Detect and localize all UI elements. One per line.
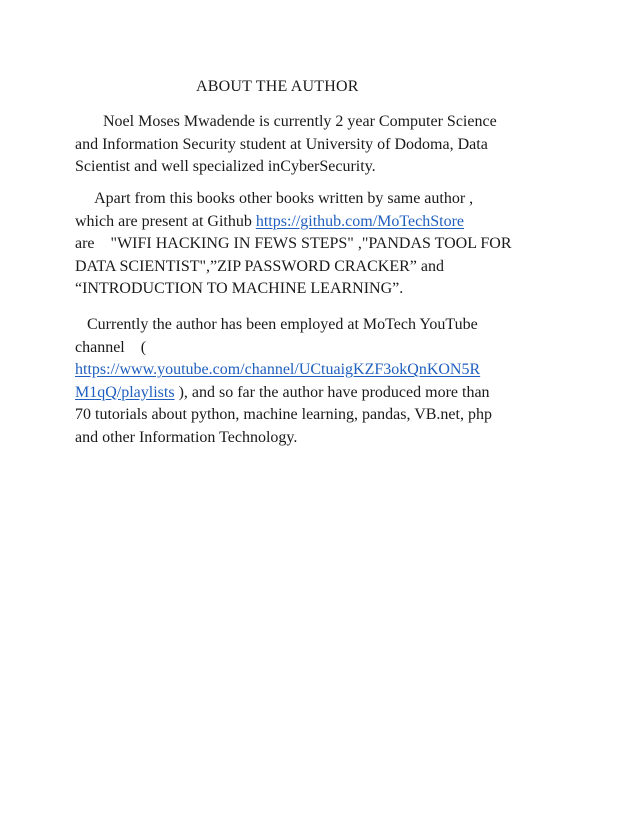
text-line: Scientist and well specialized inCyberSecurity. xyxy=(75,158,376,175)
text-line: Noel Moses Mwadende is currently 2 year Computer Science xyxy=(75,113,497,130)
text-line: channel ( xyxy=(75,338,147,356)
text-line: and Information Security student at University of Dodoma, Data xyxy=(75,135,488,153)
text-line: Currently the author has been employed at MoTech YouTube xyxy=(75,316,478,333)
page-title: ABOUT THE AUTHOR xyxy=(196,78,359,95)
text-span: which are present at Github xyxy=(75,212,256,230)
text-line: are "WIFI HACKING IN FEWS STEPS" ,"PANDAS TOOL FOR xyxy=(75,235,512,252)
youtube-link[interactable]: https://www.youtube.com/channel/UCtuaigKZF3okQnKON5R xyxy=(75,361,481,378)
employment-paragraph xyxy=(75,314,565,449)
text-span: ), and so far the author have produced more than xyxy=(174,383,490,401)
youtube-link-continued[interactable]: M1qQ/playlists xyxy=(75,383,175,401)
text-line xyxy=(75,359,565,382)
text-line: Apart from this books other books written by same author , xyxy=(75,190,474,207)
text-line xyxy=(75,211,565,234)
text-line: DATA SCIENTIST",”ZIP PASSWORD CRACKER” and xyxy=(75,257,444,275)
author-bio-paragraph xyxy=(75,111,565,179)
github-link[interactable]: https://github.com/MoTechStore xyxy=(255,212,465,230)
text-line xyxy=(75,382,565,405)
text-line: and other Information Technology. xyxy=(75,428,298,446)
text-line: “INTRODUCTION TO MACHINE LEARNING”. xyxy=(75,280,404,297)
other-books-paragraph xyxy=(75,188,565,301)
text-line: 70 tutorials about python, machine learning, pandas, VB.net, php xyxy=(75,406,492,423)
